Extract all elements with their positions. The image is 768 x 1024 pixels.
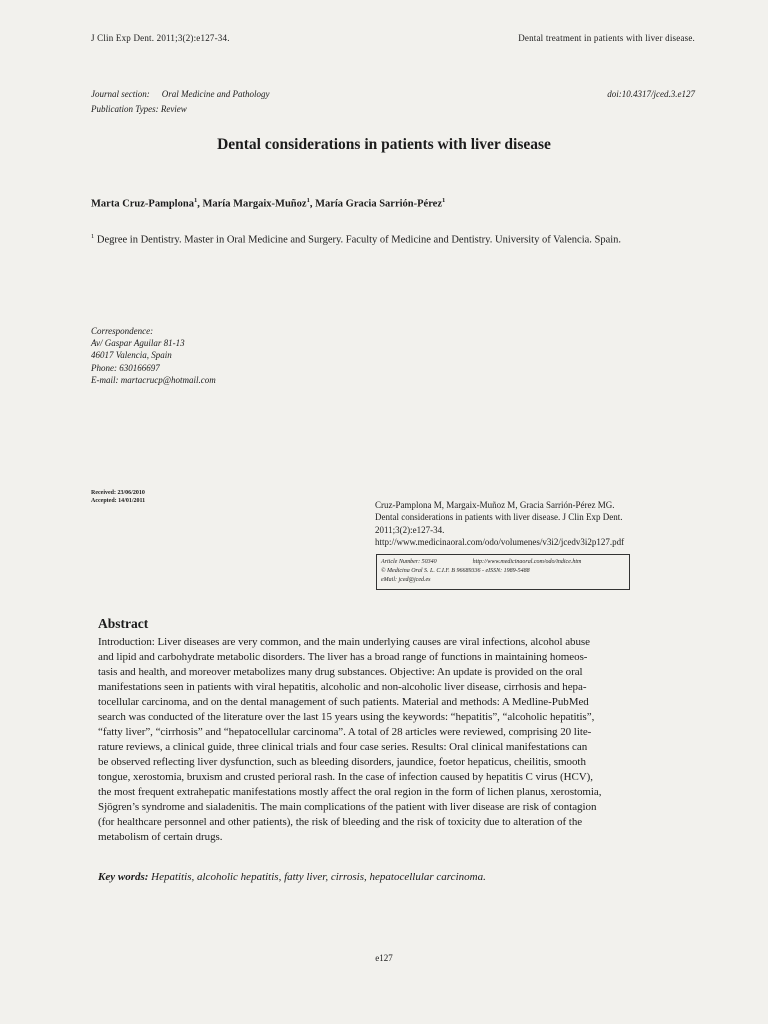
abstract-line: Introduction: Liver diseases are very common, and the main underlying causes are viral infections, alcohol abuse — [98, 636, 590, 648]
correspondence-email: E-mail: martacrucp@hotmail.com — [91, 374, 216, 385]
keywords — [98, 871, 486, 883]
correspondence-line: Phone: 630166697 — [91, 362, 160, 373]
author-affiliation-mark: 1 — [193, 197, 198, 204]
journal-section — [91, 89, 269, 99]
abstract-line: tocellular carcinoma, and on the dental management of such patients. Material and methods: A Medline-PubMed — [98, 696, 589, 708]
affiliation-mark: 1 — [91, 233, 95, 240]
abstract-line: tasis and health, and moreover metabolizes many drug substances. Objective: An update is provided on the oral — [98, 666, 583, 678]
affiliation — [91, 233, 621, 246]
citation-line: Cruz-Pamplona M, Margaix-Muñoz M, Gracia Sarrión-Pérez MG. — [375, 500, 615, 510]
correspondence-line: Av/ Gaspar Aguilar 81-13 — [91, 338, 185, 349]
abstract-line: be observed reflecting liver dysfunction, such as bleeding disorders, jaundice, foetor hepaticus, cheilitis, smooth — [98, 756, 586, 768]
article-info-box — [376, 554, 630, 590]
page-number: e127 — [375, 953, 393, 963]
author-affiliation-mark: 1 — [306, 197, 310, 204]
abstract-line: metabolism of certain drugs. — [98, 831, 223, 843]
correspondence-label: Correspondence: — [91, 326, 154, 336]
article-title: Dental considerations in patients with liver disease — [217, 136, 551, 153]
running-header-title: Dental treatment in patients with liver disease. — [518, 33, 695, 43]
copyright-line: © Medicina Oral S. L. C.I.F. B 96689336 - eISSN: 1989-5488 — [381, 567, 530, 574]
journal-section-label: Journal section: — [91, 89, 150, 99]
doi: doi:10.4317/jced.3.e127 — [607, 89, 695, 99]
abstract-heading: Abstract — [98, 616, 149, 631]
abstract-line: (for healthcare personnel and other patients), the risk of bleeding and the risk of toxicity due to alteration of the — [98, 816, 583, 828]
article-number: Article Number: 50340 — [381, 559, 437, 565]
abstract-line: tongue, xerostomia, bruxism and crusted perioral rash. In the case of infection caused by hepatitis C virus (HCV), — [98, 771, 593, 783]
journal-section-value: Oral Medicine and Pathology — [161, 89, 270, 99]
affiliation-text: Degree in Dentistry. Master in Oral Medicine and Surgery. Faculty of Medicine and Dentistry. University of Valencia. Spain. — [96, 234, 622, 246]
author-name: María Gracia Sarrión-Pérez — [315, 198, 442, 210]
keywords-value: Hepatitis, alcoholic hepatitis, fatty liver, cirrosis, hepatocellular carcinoma. — [151, 871, 486, 883]
abstract-line: “fatty liver”, “cirrhosis” and “hepatocellular carcinoma”. A total of 28 articles were reviewed, comprising 20 lite- — [98, 726, 592, 738]
abstract-line: the most frequent extrahepatic manifestations mostly affect the oral region in the form of lichen planus, xerostomia, — [98, 786, 602, 798]
citation-line: 2011;3(2):e127-34. — [375, 524, 445, 535]
citation-url[interactable]: http://www.medicinaoral.com/odo/volumenes/v3i2/jcedv3i2p127.pdf — [375, 536, 625, 547]
running-header-citation: J Clin Exp Dent. 2011;3(2):e127-34. — [91, 33, 230, 43]
abstract-line: and lipid and carbohydrate metabolic disorders. The liver has a broad range of functions in maintaining homeos- — [98, 651, 588, 663]
journal-email: eMail: jced@jced.es — [381, 576, 431, 583]
author-name: María Margaix-Muñoz — [202, 198, 307, 210]
accepted-date: Accepted: 14/01/2011 — [91, 498, 146, 504]
abstract-body — [98, 635, 688, 845]
author-affiliation-mark: 1 — [442, 197, 446, 204]
correspondence-block — [91, 325, 216, 386]
citation-block — [375, 499, 695, 548]
correspondence-line: 46017 Valencia, Spain — [91, 350, 172, 361]
abstract-line: Sjögren’s syndrome and sialadenitis. The main complications of the patient with liver disease are risk of contagion — [98, 801, 597, 813]
publication-types: Publication Types: Review — [91, 104, 187, 114]
keywords-label: Key words: — [98, 871, 149, 883]
journal-index-url[interactable]: http://www.medicinaoral.com/odo/indice.htm — [472, 559, 582, 565]
author-name: Marta Cruz-Pamplona — [91, 198, 194, 210]
abstract-line: manifestations seen in patients with viral hepatitis, alcoholic and non-alcoholic liver disease, cirrhosis and hepa- — [98, 681, 587, 693]
abstract-line: search was conducted of the literature over the last 15 years using the keywords: “hepatitis”, “alcoholic hepatitis”, — [98, 711, 595, 723]
dates-block — [91, 489, 145, 505]
abstract-line: rature reviews, a clinical guide, three clinical trials and four case series. Results: Oral clinical manifestations can — [98, 741, 588, 753]
citation-line: Dental considerations in patients with liver disease. J Clin Exp Dent. — [375, 512, 623, 523]
author-list: Marta Cruz-Pamplona$^1$, María Margaix-Muñoz$^1$, María Gracia Sarrión-Pérez$^1$ — [91, 197, 446, 210]
received-date: Received: 23/06/2010 — [91, 490, 145, 496]
